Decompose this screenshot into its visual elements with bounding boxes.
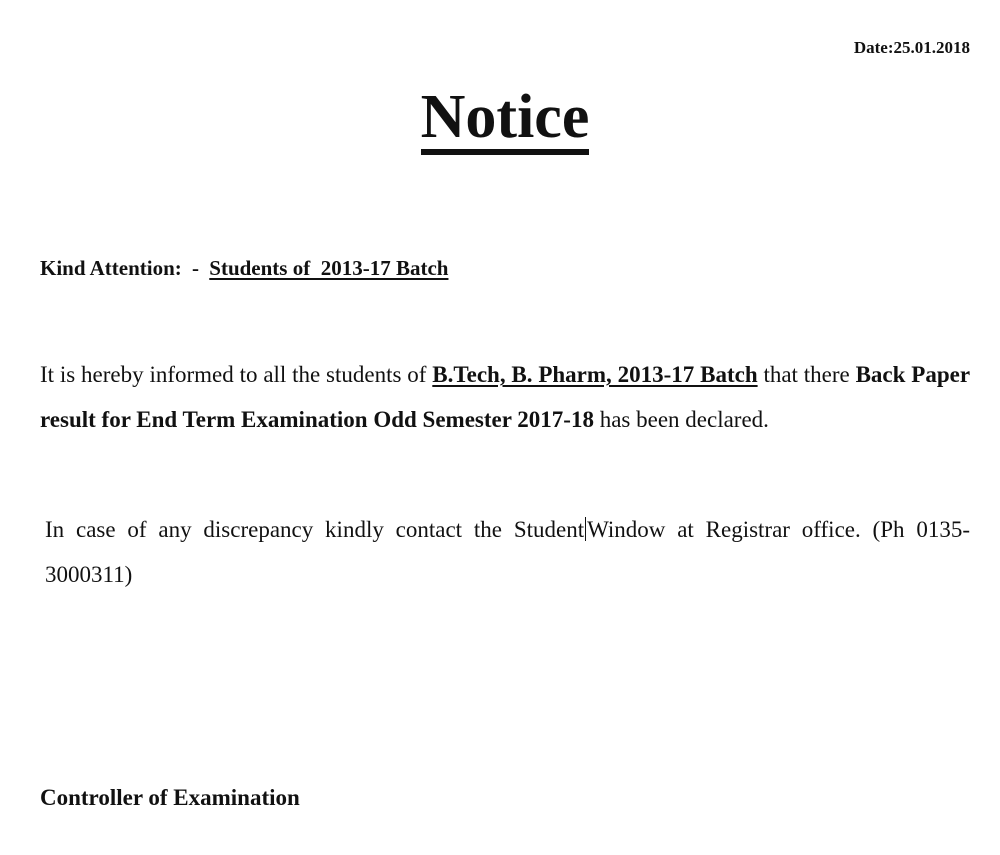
attention-line xyxy=(40,256,448,281)
notice-title-wrapper xyxy=(0,83,1000,155)
contact-text-start: In case of any discrepancy kindly contact the Student xyxy=(45,517,585,542)
result-description: Back Paper result for End Term Examination Odd Semester 2017-18 xyxy=(40,362,971,432)
paragraph-intro: It is hereby informed to all the students of xyxy=(40,362,427,387)
text-cursor xyxy=(585,517,586,541)
attention-label: Kind Attention: xyxy=(40,256,182,280)
attention-separator: - xyxy=(192,256,200,280)
paragraph-connector: that there xyxy=(763,362,850,387)
notice-date: Date:25.01.2018 xyxy=(853,38,970,57)
contact-text-end: Window at Registrar office. (Ph 0135-3000311) xyxy=(45,517,970,587)
programs-batch: B.Tech, B. Pharm, 2013-17 Batch xyxy=(432,362,758,387)
contact-paragraph xyxy=(45,507,970,597)
signature: Controller of Examination xyxy=(40,785,300,810)
attention-audience: Students of 2013-17 Batch xyxy=(209,256,449,280)
announcement-paragraph xyxy=(40,352,970,442)
notice-title: Notice xyxy=(421,86,590,155)
paragraph-outro: has been declared. xyxy=(599,407,769,432)
